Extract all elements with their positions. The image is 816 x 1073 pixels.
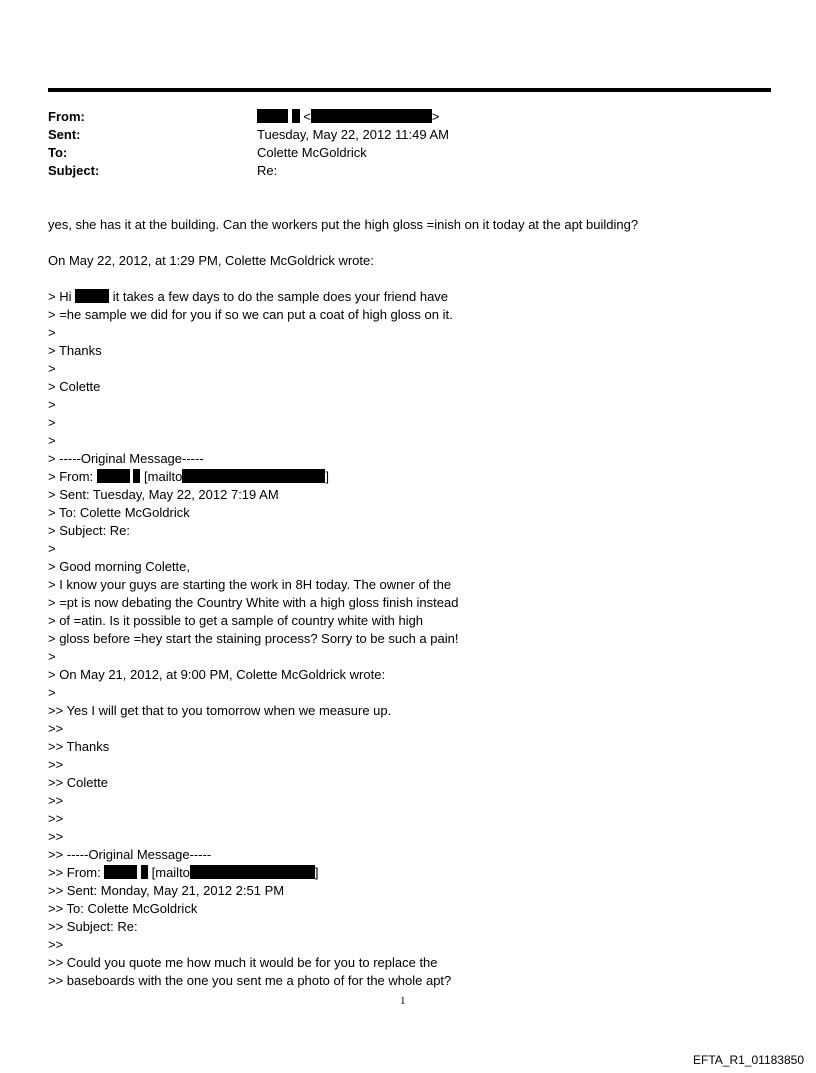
quoted-line: > xyxy=(48,397,56,412)
wrote-line: On May 22, 2012, at 1:29 PM, Colette McGoldrick wrote: xyxy=(48,253,374,268)
quoted-line: > xyxy=(48,433,56,448)
quoted-line: > gloss before =hey start the staining process? Sorry to be such a pain! xyxy=(48,631,459,646)
quoted-line: > xyxy=(48,541,56,556)
quoted-line: >> xyxy=(48,793,64,808)
quoted-line: >> From: [mailto ] xyxy=(48,865,319,880)
quoted-line: > =pt is now debating the Country White with a high gloss finish instead xyxy=(48,595,459,610)
quoted-line: > Colette xyxy=(48,379,101,394)
from-label: From: xyxy=(48,109,85,124)
quoted-line: > I know your guys are starting the work in 8H today. The owner of the xyxy=(48,577,452,592)
redaction xyxy=(190,865,315,879)
quoted-line: > Hi it takes a few days to do the sample does your friend have xyxy=(48,289,449,304)
quoted-line: >> baseboards with the one you sent me a photo of for the whole apt? xyxy=(48,973,452,988)
subject-label: Subject: xyxy=(48,163,100,178)
quoted-line: > To: Colette McGoldrick xyxy=(48,505,190,520)
quoted-line: > Good morning Colette, xyxy=(48,559,190,574)
sent-label: Sent: xyxy=(48,127,81,142)
redaction xyxy=(257,109,288,123)
quoted-line: > xyxy=(48,325,56,340)
quoted-line: >> xyxy=(48,757,64,772)
redaction xyxy=(133,469,140,483)
quoted-block xyxy=(48,288,458,990)
quoted-line: > Thanks xyxy=(48,343,102,358)
quoted-line: > Sent: Tuesday, May 22, 2012 7:19 AM xyxy=(48,487,279,502)
quoted-line: > xyxy=(48,361,56,376)
page-number: 1 xyxy=(400,995,406,1007)
quoted-line: >> xyxy=(48,937,64,952)
redaction xyxy=(182,469,325,483)
redaction xyxy=(97,469,130,483)
quoted-line: >> Yes I will get that to you tomorrow when we measure up. xyxy=(48,703,392,718)
quoted-line: >> Sent: Monday, May 21, 2012 2:51 PM xyxy=(48,883,285,898)
from-lt: < xyxy=(303,109,311,124)
to-value: Colette McGoldrick xyxy=(257,145,367,160)
redaction xyxy=(311,109,432,123)
quoted-line: >> xyxy=(48,829,64,844)
sent-value: Tuesday, May 22, 2012 11:49 AM xyxy=(257,127,449,142)
quoted-line: > -----Original Message----- xyxy=(48,451,204,466)
quoted-line: >> To: Colette McGoldrick xyxy=(48,901,198,916)
quoted-line: > =he sample we did for you if so we can put a coat of high gloss on it. xyxy=(48,307,453,322)
quoted-line: > xyxy=(48,415,56,430)
redaction xyxy=(75,289,109,303)
quoted-line: >> Could you quote me how much it would be for you to replace the xyxy=(48,955,438,970)
quoted-line: > xyxy=(48,685,56,700)
from-value xyxy=(257,108,439,126)
redaction xyxy=(141,865,148,879)
quoted-line: >> -----Original Message----- xyxy=(48,847,212,862)
quoted-line: >> xyxy=(48,811,64,826)
reply-text: yes, she has it at the building. Can the workers put the high gloss =inish on it today at the apt building? xyxy=(48,217,639,232)
subject-value: Re: xyxy=(257,163,278,178)
from-gt: > xyxy=(431,109,440,124)
quoted-line: > On May 21, 2012, at 9:00 PM, Colette McGoldrick wrote: xyxy=(48,667,386,682)
document-id: EFTA_R1_01183850 xyxy=(693,1053,804,1067)
quoted-line: >> Thanks xyxy=(48,739,110,754)
redaction xyxy=(104,865,137,879)
quoted-line: > xyxy=(48,649,56,664)
quoted-line: > Subject: Re: xyxy=(48,523,131,538)
quoted-line: >> Colette xyxy=(48,775,108,790)
quoted-line: >> Subject: Re: xyxy=(48,919,138,934)
quoted-line: >> xyxy=(48,721,64,736)
quoted-line: > of =atin. Is it possible to get a sample of country white with high xyxy=(48,613,424,628)
quoted-line: > From: [mailto ] xyxy=(48,469,329,484)
redaction xyxy=(292,109,300,123)
header-rule xyxy=(48,88,771,92)
to-label: To: xyxy=(48,145,68,160)
